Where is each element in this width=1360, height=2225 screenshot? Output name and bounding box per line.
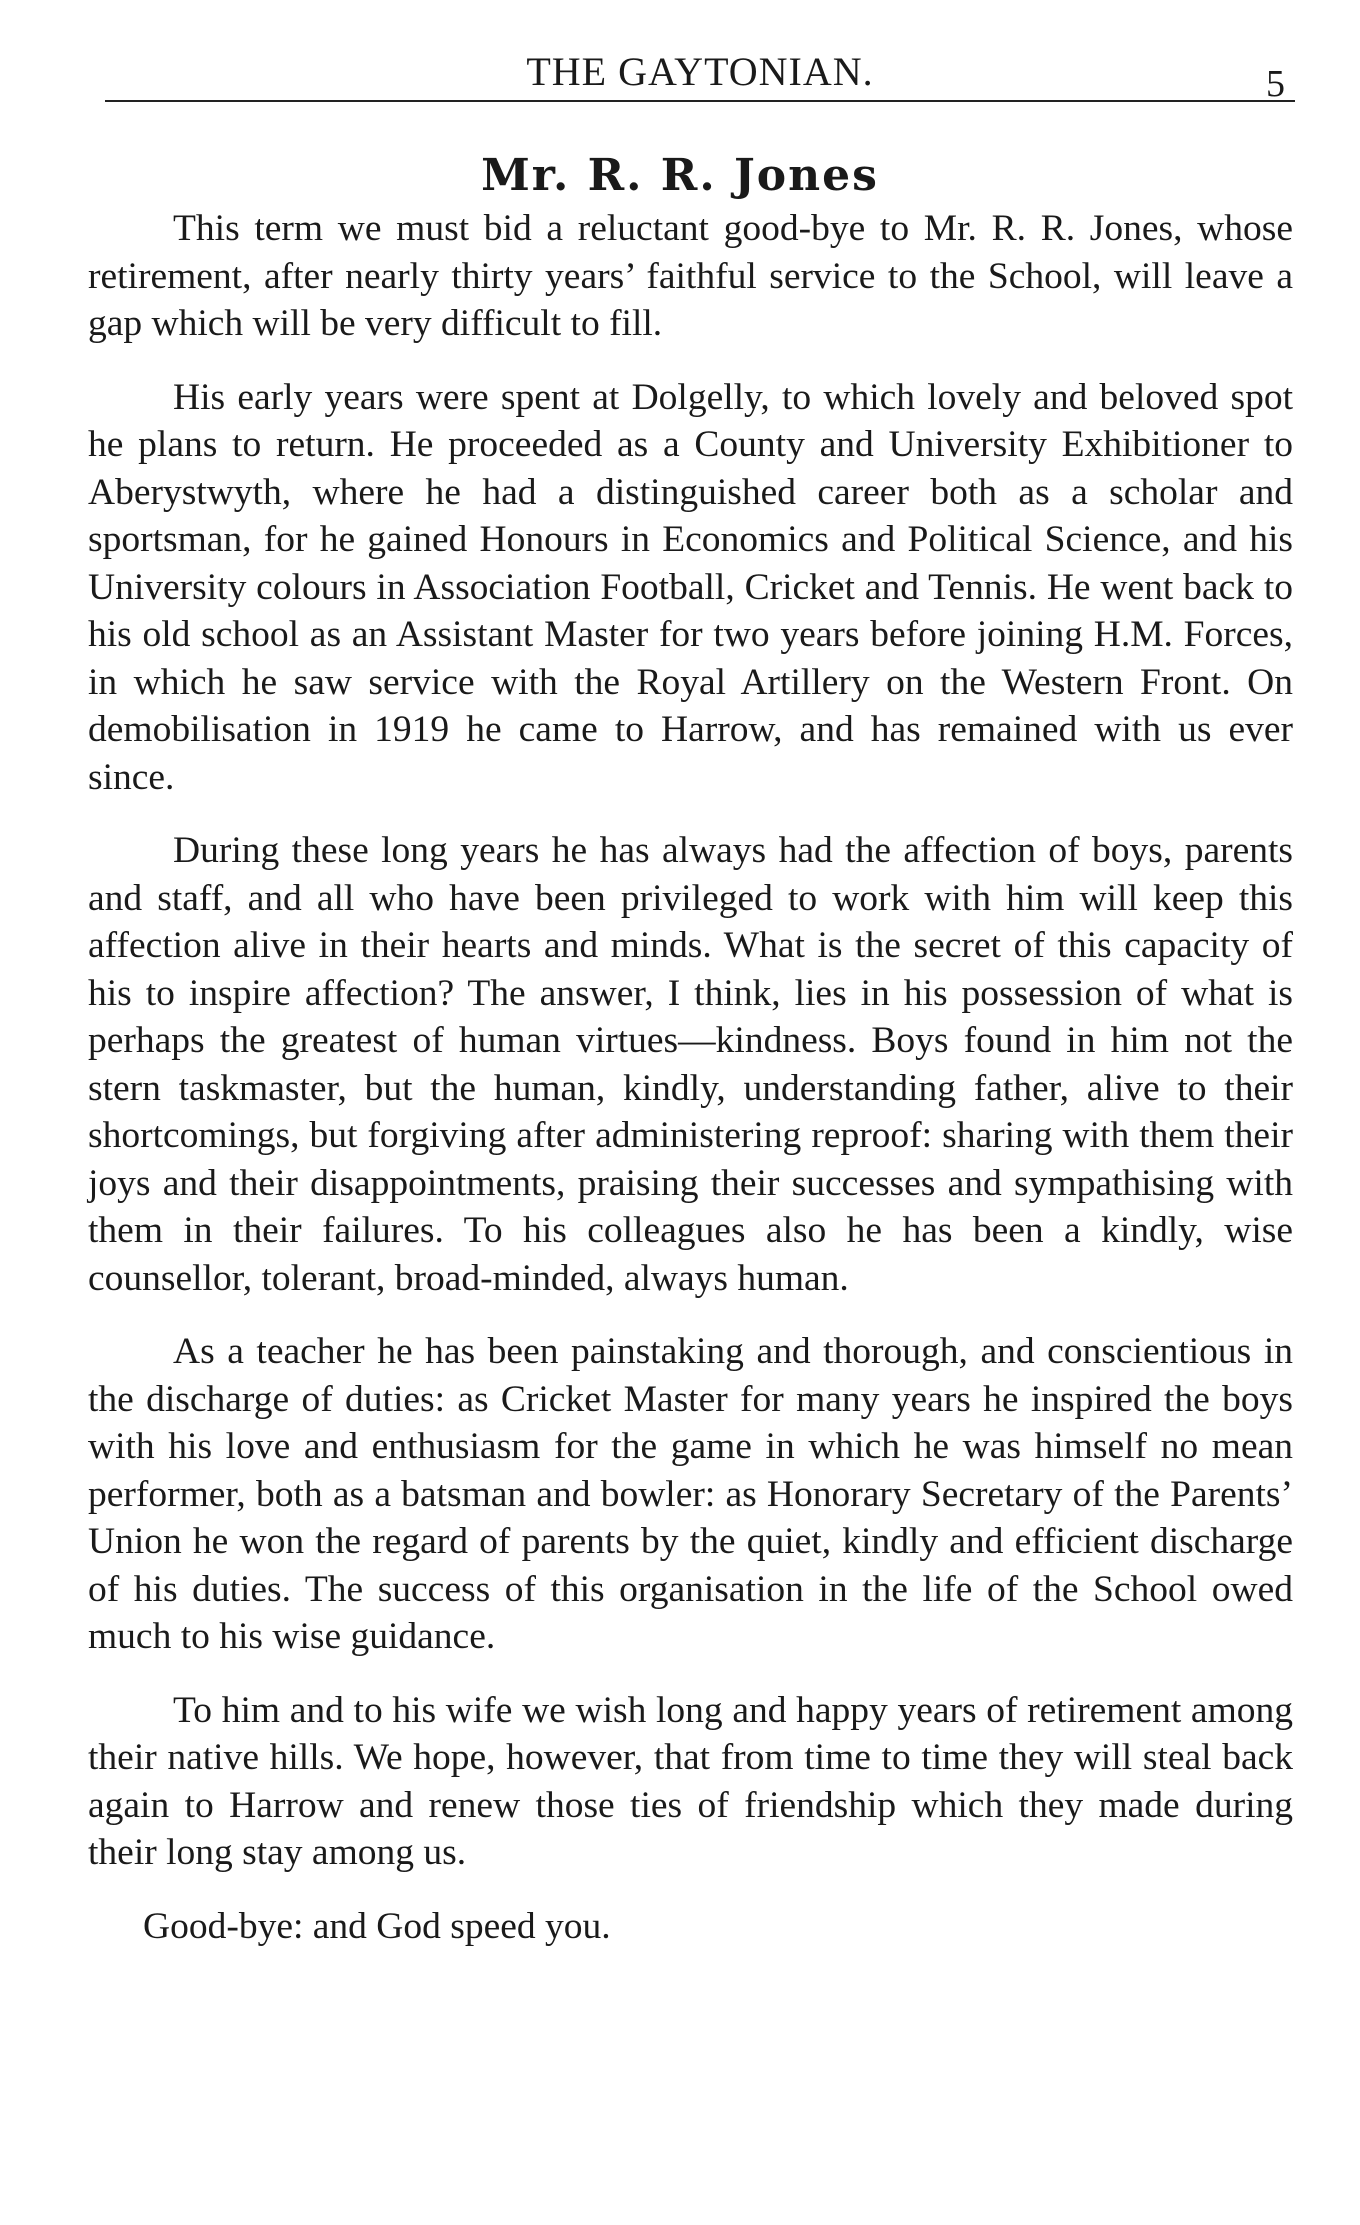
header-rule xyxy=(105,100,1295,102)
paragraph-3: During these long years he has always had the affection of boys, parents and staff, and all who have been privileged to work with him will keep this affection alive in their hearts and minds. What is the secret of this capacity of his to inspire affection? The answer, I think, lies in his possession of what is perhaps the greatest of human virtues—kindness. Boys found in him not the stern taskmaster, but the human, kindly, understanding father, alive to their shortcomings, but forgiving after administering reproof: sharing with them their joys and their disappointments, praising their successes and sympathising with them in their failures. To his colleagues also he has been a kindly, wise counsellor, tolerant, broad-minded, always human. xyxy=(88,830,1293,1299)
article-title: Mr. R. R. Jones xyxy=(481,150,879,201)
paragraph-4: As a teacher he has been painstaking and thorough, and conscientious in the discharge of duties: as Cricket Master for many years he inspired the boys with his love and enthusiasm for the game in which he was himself no mean performer, both as a batsman and bowler: as Honorary Secretary of the Parents’ Union he won the regard of parents by the quiet, kindly and efficient discharge of his duties. The success of this organisation in the life of the School owed much to his wise guidance. xyxy=(88,1331,1293,1657)
running-title: THE GAYTONIAN. xyxy=(526,49,874,94)
paragraph-1: This term we must bid a reluctant good-bye to Mr. R. R. Jones, whose retirement, after nearly thirty years’ faithful service to the School, will leave a gap which will be very difficult to fill. xyxy=(88,208,1293,344)
running-header xyxy=(105,48,1295,108)
article-body xyxy=(88,205,1293,1976)
paragraph-2: His early years were spent at Dolgelly, to which lovely and beloved spot he plans to return. He proceeded as a County and University Exhibitioner to Aberystwyth, where he had a distinguished career both as a scholar and sportsman, for he gained Honours in Economics and Political Science, and his University colours in Association Football, Cricket and Tennis. He went back to his old school as an Assistant Master for two years before joining H.M. Forces, in which he saw service with the Royal Artillery on the Western Front. On demobilisation in 1919 he came to Harrow, and has remained with us ever since. xyxy=(88,376,1293,798)
page-number: 5 xyxy=(1266,63,1285,105)
paragraph-5: To him and to his wife we wish long and happy years of retirement among their native hills. We hope, however, that from time to time they will steal back again to Harrow and renew those ties of friendship which they made during their long stay among us. xyxy=(88,1689,1293,1873)
closing-line: Good-bye: and God speed you. xyxy=(143,1905,611,1947)
